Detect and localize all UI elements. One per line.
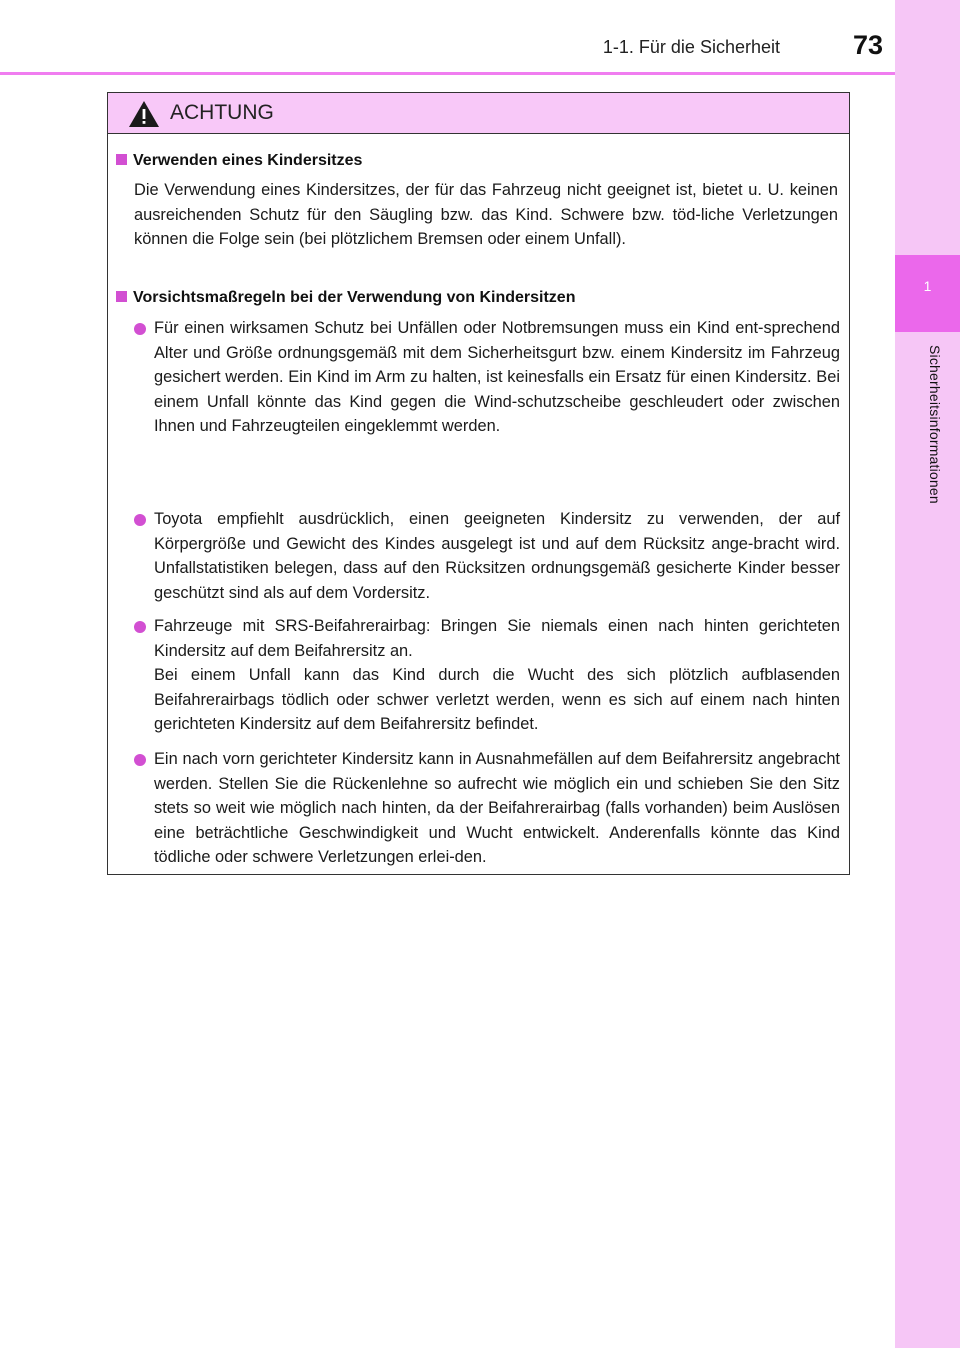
round-bullet-icon (134, 323, 146, 335)
section-heading-child-seat-use (116, 152, 362, 170)
round-bullet-icon (134, 621, 146, 633)
page-header (0, 0, 895, 72)
square-bullet-icon (116, 154, 127, 165)
list-item: Ein nach vorn gerichteter Kindersitz kann in Ausnahmefällen auf dem Beifahrersitz angebracht werden. Stellen Sie die Rückenlehne so aufrecht wie möglich ein und schieben Sie den Sitz stets so weit wie möglich nach hinten, da der Beifahrerairbag (falls vorhanden) beim Auslösen eine beträchtliche Geschwindigkeit und Wucht entwickelt. Anderenfalls könnte das Kind tödliche oder schwere Verletzungen erlei-den. (154, 750, 840, 866)
section-heading-precautions (116, 289, 575, 307)
section-heading-text: Vorsichtsmaßregeln bei der Verwendung von Kindersitzen (133, 289, 576, 306)
caution-box (107, 92, 850, 875)
list-item: Für einen wirksamen Schutz bei Unfällen oder Notbremsungen muss ein Kind ent-sprechend Alter und Größe ordnungsgemäß mit dem Sicherheitsgurt bzw. einem Kindersitz im Fahrzeug gesichert werden. Ein Kind im Arm zu halten, ist keinesfalls ein Ersatz für einen Kindersitz. Bei einem Unfall könnte das Kind gegen die Wind-schutzscheibe geschleudert oder zwischen Ihnen und Fahrzeugteilen eingeklemmt werden. (154, 319, 840, 435)
round-bullet-icon (134, 754, 146, 766)
section-title: 1-1. Für die Sicherheit (602, 37, 780, 57)
warning-triangle-icon (128, 100, 160, 128)
page-number: 73 (852, 30, 883, 60)
chapter-side-tab (895, 0, 960, 1348)
caution-title: ACHTUNG (170, 101, 274, 124)
list-item-continuation: Bei einem Unfall kann das Kind durch die Wucht des sich plötzlich aufblasenden Beifahrerairbags tödlich oder schwer verletzt werden, wenn es sich auf einem nach hinten gerichteten Kindersitz auf dem Beifahrersitz befindet. (154, 666, 840, 733)
section-paragraph: Die Verwendung eines Kindersitzes, der für das Fahrzeug nicht geeignet ist, bietet u. U. keinen ausreichenden Schutz für den Säugling bzw. das Kind. Schwere bzw. töd-liche Verletzungen können die Folge sein (bei plötzlichem Bremsen oder einem Unfall). (134, 181, 838, 248)
list-item: Toyota empfiehlt ausdrücklich, einen geeigneten Kindersitz zu verwenden, der auf Körpergröße und Gewicht des Kindes ausgelegt ist und auf dem Rücksitz ange-bracht wird. Unfallstatistiken belegen, dass auf den Rücksitzen ordnungsgemäß gesicherte Kinder besser geschützt sind als auf dem Vordersitz. (154, 510, 840, 602)
header-rule (0, 72, 895, 75)
caution-header (108, 93, 849, 134)
chapter-number: 1 (923, 278, 932, 294)
chapter-title: Sicherheitsinformationen (927, 345, 943, 504)
list-item: Fahrzeuge mit SRS-Beifahrerairbag: Bringen Sie niemals einen nach hinten gerichteten Kindersitz auf dem Beifahrersitz an. (154, 617, 840, 660)
round-bullet-icon (134, 514, 146, 526)
section-heading-text: Verwenden eines Kindersitzes (133, 152, 363, 169)
square-bullet-icon (116, 291, 127, 302)
